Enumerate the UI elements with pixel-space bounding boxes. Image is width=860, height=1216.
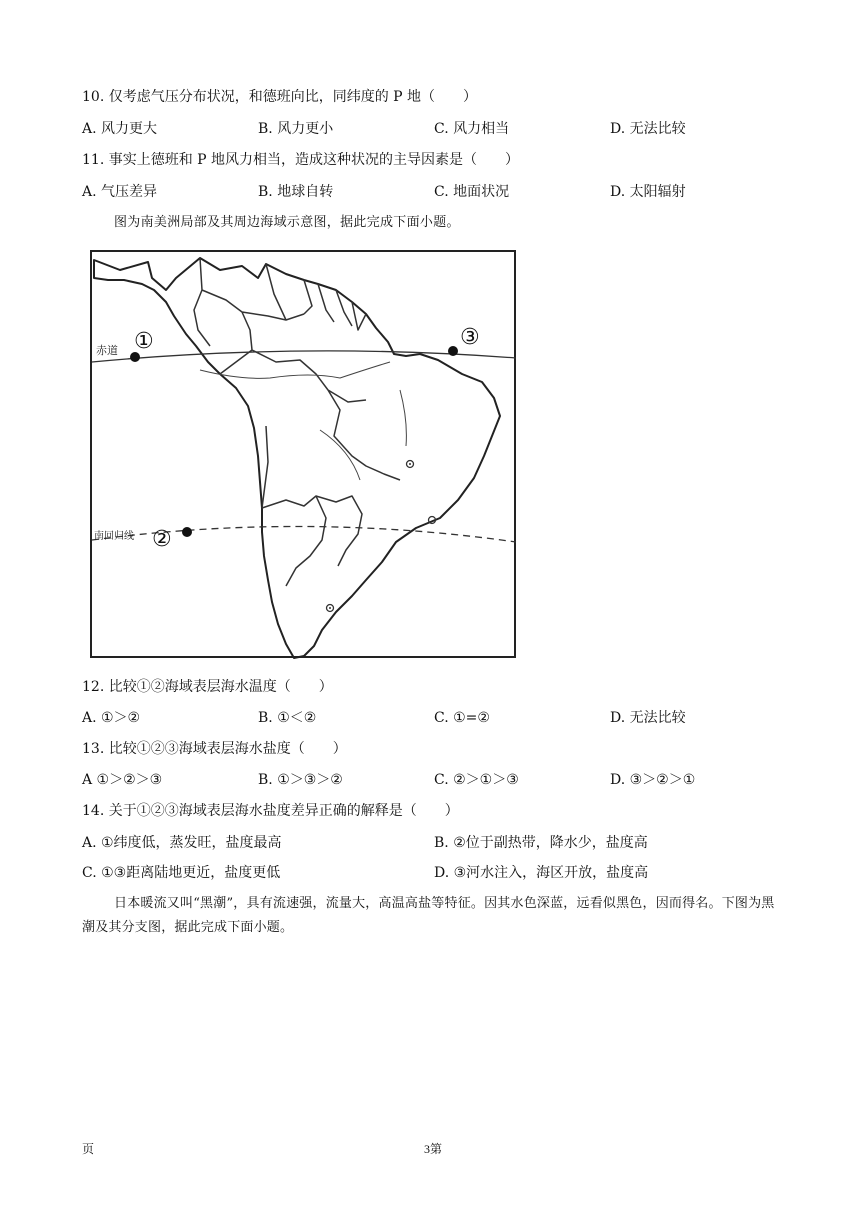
question-14-option-d: D. ③河水注入，海区开放，盐度高 [434, 865, 649, 881]
kuroshio-paragraph: 日本暖流又叫“黑潮”，具有流速强，流量大，高温高盐等特征。因其水色深蓝，远看似黑色，因而得名。下图为黑潮及其分支图，据此完成下面小题。 [82, 896, 775, 935]
question-13-option-a: A ①＞②＞③ [82, 772, 163, 788]
question-11-option-d: D. 太阳辐射 [610, 184, 686, 200]
marker-1-label: ① [134, 329, 154, 354]
equator-label: 赤道 [96, 344, 118, 357]
question-13-stem: 13. 比较①②③海域表层海水盐度（ ） [82, 741, 347, 757]
question-11-option-c: C. 地面状况 [434, 184, 510, 200]
footer-page-number: 3第 [424, 1142, 443, 1156]
marker-2-label: ② [152, 527, 172, 552]
question-12-option-d: D. 无法比较 [610, 710, 686, 726]
question-11-option-a: A. 气压差异 [82, 184, 158, 200]
point-3-dot [448, 346, 458, 356]
question-10-option-c: C. 风力相当 [434, 121, 510, 137]
question-10-option-b: B. 风力更小 [258, 121, 334, 137]
marker-3-label: ③ [460, 325, 480, 350]
footer-left: 页 [82, 1142, 95, 1156]
map-intro: 图为南美洲局部及其周边海域示意图，据此完成下面小题。 [114, 215, 460, 230]
question-11-option-b: B. 地球自转 [258, 184, 334, 200]
question-14-stem: 14. 关于①②③海域表层海水盐度差异正确的解释是（ ） [82, 803, 459, 819]
question-10-option-d: D. 无法比较 [610, 121, 686, 137]
question-14-option-b: B. ②位于副热带，降水少，盐度高 [434, 835, 648, 851]
question-10-option-a: A. 风力更大 [82, 121, 158, 137]
question-12-option-c: C. ①=② [434, 710, 490, 726]
question-10-stem: 10. 仅考虑气压分布状况，和德班向比，同纬度的 P 地（ ） [82, 89, 478, 105]
question-13-option-b: B. ①＞③＞② [258, 772, 343, 788]
tropic-label: 南回归线 [94, 531, 134, 542]
question-13-option-c: C. ②＞①＞③ [434, 772, 519, 788]
question-13-option-d: D. ③＞②＞① [610, 772, 696, 788]
question-14-option-a: A. ①纬度低，蒸发旺，盐度最高 [82, 835, 282, 851]
question-12-option-a: A. ①＞② [82, 710, 141, 726]
question-12-option-b: B. ①＜② [258, 710, 317, 726]
south-america-map [90, 250, 518, 660]
point-2-dot [182, 527, 192, 537]
question-14-option-c: C. ①③距离陆地更近，盐度更低 [82, 865, 281, 881]
question-11-stem: 11. 事实上德班和 P 地风力相当，造成这种状况的主导因素是（ ） [82, 152, 520, 168]
question-12-stem: 12. 比较①②海域表层海水温度（ ） [82, 679, 333, 695]
